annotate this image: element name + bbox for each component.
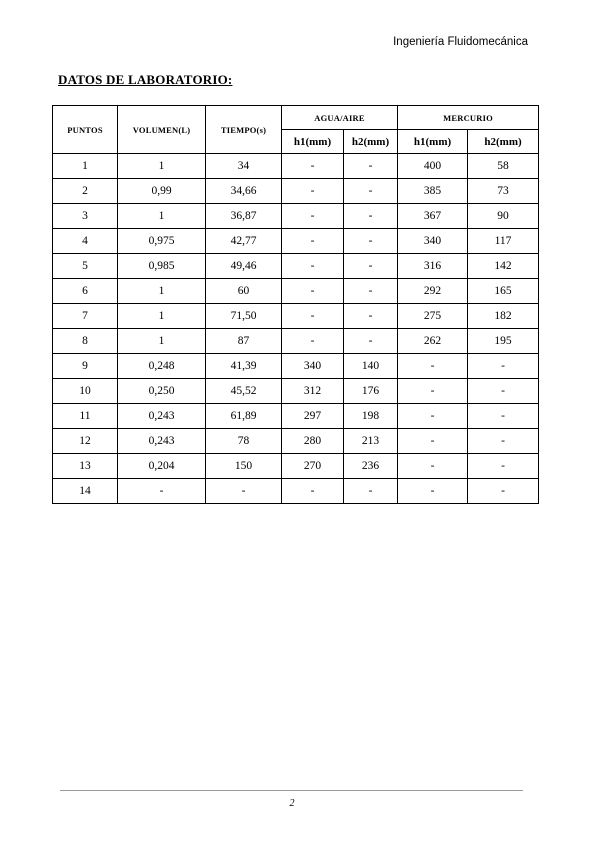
cell-tiempo: 45,52 xyxy=(206,379,282,404)
cell-volumen: 1 xyxy=(118,304,206,329)
table-row xyxy=(53,379,539,404)
cell-mercurio-h2: 73 xyxy=(468,179,539,204)
cell-agua-h1: 340 xyxy=(282,354,344,379)
cell-agua-h1: - xyxy=(282,179,344,204)
cell-tiempo: 78 xyxy=(206,429,282,454)
cell-mercurio-h2: - xyxy=(468,429,539,454)
table-row xyxy=(53,154,539,179)
cell-mercurio-h2: - xyxy=(468,354,539,379)
cell-agua-h1: - xyxy=(282,154,344,179)
table-row xyxy=(53,204,539,229)
cell-mercurio-h1: 400 xyxy=(398,154,468,179)
cell-agua-h2: 213 xyxy=(344,429,398,454)
cell-mercurio-h2: 182 xyxy=(468,304,539,329)
table-row xyxy=(53,229,539,254)
table-row xyxy=(53,354,539,379)
header-agua-h2: h2(mm) xyxy=(344,130,398,154)
cell-mercurio-h1: 292 xyxy=(398,279,468,304)
cell-mercurio-h1: 385 xyxy=(398,179,468,204)
cell-agua-h2: - xyxy=(344,179,398,204)
cell-volumen: 0,985 xyxy=(118,254,206,279)
table-body xyxy=(53,154,539,504)
cell-punto: 11 xyxy=(53,404,118,429)
cell-agua-h2: - xyxy=(344,329,398,354)
cell-tiempo: 61,89 xyxy=(206,404,282,429)
cell-agua-h2: - xyxy=(344,479,398,504)
cell-volumen: 1 xyxy=(118,329,206,354)
cell-agua-h2: 198 xyxy=(344,404,398,429)
cell-agua-h2: - xyxy=(344,154,398,179)
cell-mercurio-h2: 90 xyxy=(468,204,539,229)
header-volumen: VOLUMEN(L) xyxy=(118,106,206,154)
table-row xyxy=(53,279,539,304)
cell-mercurio-h1: - xyxy=(398,354,468,379)
cell-agua-h1: 270 xyxy=(282,454,344,479)
cell-mercurio-h2: - xyxy=(468,454,539,479)
cell-agua-h1: - xyxy=(282,204,344,229)
cell-mercurio-h2: 142 xyxy=(468,254,539,279)
cell-mercurio-h2: - xyxy=(468,479,539,504)
cell-mercurio-h2: 195 xyxy=(468,329,539,354)
cell-agua-h1: - xyxy=(282,304,344,329)
cell-tiempo: 34,66 xyxy=(206,179,282,204)
table-row xyxy=(53,479,539,504)
cell-agua-h2: 140 xyxy=(344,354,398,379)
cell-volumen: 0,243 xyxy=(118,404,206,429)
cell-mercurio-h1: - xyxy=(398,454,468,479)
cell-tiempo: 41,39 xyxy=(206,354,282,379)
cell-punto: 12 xyxy=(53,429,118,454)
cell-tiempo: 49,46 xyxy=(206,254,282,279)
cell-volumen: 1 xyxy=(118,204,206,229)
cell-punto: 7 xyxy=(53,304,118,329)
cell-mercurio-h2: - xyxy=(468,379,539,404)
cell-agua-h2: - xyxy=(344,304,398,329)
section-title: DATOS DE LABORATORIO: xyxy=(58,72,233,87)
cell-agua-h1: - xyxy=(282,479,344,504)
cell-agua-h1: - xyxy=(282,279,344,304)
header-mercurio: MERCURIO xyxy=(398,106,539,130)
cell-punto: 3 xyxy=(53,204,118,229)
cell-mercurio-h2: 117 xyxy=(468,229,539,254)
cell-tiempo: 36,87 xyxy=(206,204,282,229)
cell-tiempo: 150 xyxy=(206,454,282,479)
cell-agua-h2: - xyxy=(344,204,398,229)
cell-punto: 2 xyxy=(53,179,118,204)
cell-agua-h2: 236 xyxy=(344,454,398,479)
cell-mercurio-h2: 58 xyxy=(468,154,539,179)
cell-agua-h1: - xyxy=(282,229,344,254)
table-row xyxy=(53,329,539,354)
table-row xyxy=(53,454,539,479)
header-agua-h1: h1(mm) xyxy=(282,130,344,154)
page-header: Ingeniería Fluidomecánica xyxy=(393,36,528,48)
table-row xyxy=(53,179,539,204)
cell-tiempo: 42,77 xyxy=(206,229,282,254)
cell-mercurio-h1: 262 xyxy=(398,329,468,354)
cell-agua-h1: 297 xyxy=(282,404,344,429)
cell-punto: 6 xyxy=(53,279,118,304)
header-tiempo: TIEMPO(s) xyxy=(206,106,282,154)
cell-agua-h2: - xyxy=(344,254,398,279)
cell-volumen: 0,250 xyxy=(118,379,206,404)
cell-punto: 8 xyxy=(53,329,118,354)
cell-volumen: 0,99 xyxy=(118,179,206,204)
cell-agua-h1: 312 xyxy=(282,379,344,404)
page-number: 2 xyxy=(289,798,295,809)
cell-volumen: 1 xyxy=(118,279,206,304)
cell-agua-h2: - xyxy=(344,279,398,304)
cell-punto: 14 xyxy=(53,479,118,504)
cell-punto: 5 xyxy=(53,254,118,279)
cell-punto: 1 xyxy=(53,154,118,179)
cell-punto: 13 xyxy=(53,454,118,479)
cell-tiempo: 34 xyxy=(206,154,282,179)
cell-punto: 9 xyxy=(53,354,118,379)
cell-mercurio-h1: - xyxy=(398,379,468,404)
cell-volumen: 1 xyxy=(118,154,206,179)
cell-punto: 10 xyxy=(53,379,118,404)
lab-data-table xyxy=(52,105,539,504)
header-agua-aire: AGUA/AIRE xyxy=(282,106,398,130)
cell-mercurio-h1: 367 xyxy=(398,204,468,229)
cell-mercurio-h1: - xyxy=(398,479,468,504)
table-row xyxy=(53,254,539,279)
cell-tiempo: 60 xyxy=(206,279,282,304)
cell-agua-h2: 176 xyxy=(344,379,398,404)
table-row xyxy=(53,404,539,429)
cell-punto: 4 xyxy=(53,229,118,254)
cell-mercurio-h2: - xyxy=(468,404,539,429)
cell-mercurio-h1: 316 xyxy=(398,254,468,279)
cell-volumen: 0,204 xyxy=(118,454,206,479)
cell-mercurio-h1: 275 xyxy=(398,304,468,329)
header-mercurio-h1: h1(mm) xyxy=(398,130,468,154)
cell-volumen: 0,248 xyxy=(118,354,206,379)
header-mercurio-h2: h2(mm) xyxy=(468,130,539,154)
header-puntos: PUNTOS xyxy=(53,106,118,154)
cell-agua-h1: - xyxy=(282,329,344,354)
cell-mercurio-h1: 340 xyxy=(398,229,468,254)
cell-mercurio-h1: - xyxy=(398,404,468,429)
cell-agua-h2: - xyxy=(344,229,398,254)
cell-volumen: - xyxy=(118,479,206,504)
table-row xyxy=(53,429,539,454)
cell-volumen: 0,243 xyxy=(118,429,206,454)
cell-volumen: 0,975 xyxy=(118,229,206,254)
table-row xyxy=(53,304,539,329)
cell-tiempo: 87 xyxy=(206,329,282,354)
cell-mercurio-h2: 165 xyxy=(468,279,539,304)
cell-agua-h1: - xyxy=(282,254,344,279)
cell-tiempo: 71,50 xyxy=(206,304,282,329)
cell-agua-h1: 280 xyxy=(282,429,344,454)
cell-tiempo: - xyxy=(206,479,282,504)
cell-mercurio-h1: - xyxy=(398,429,468,454)
footer-divider xyxy=(60,790,523,791)
